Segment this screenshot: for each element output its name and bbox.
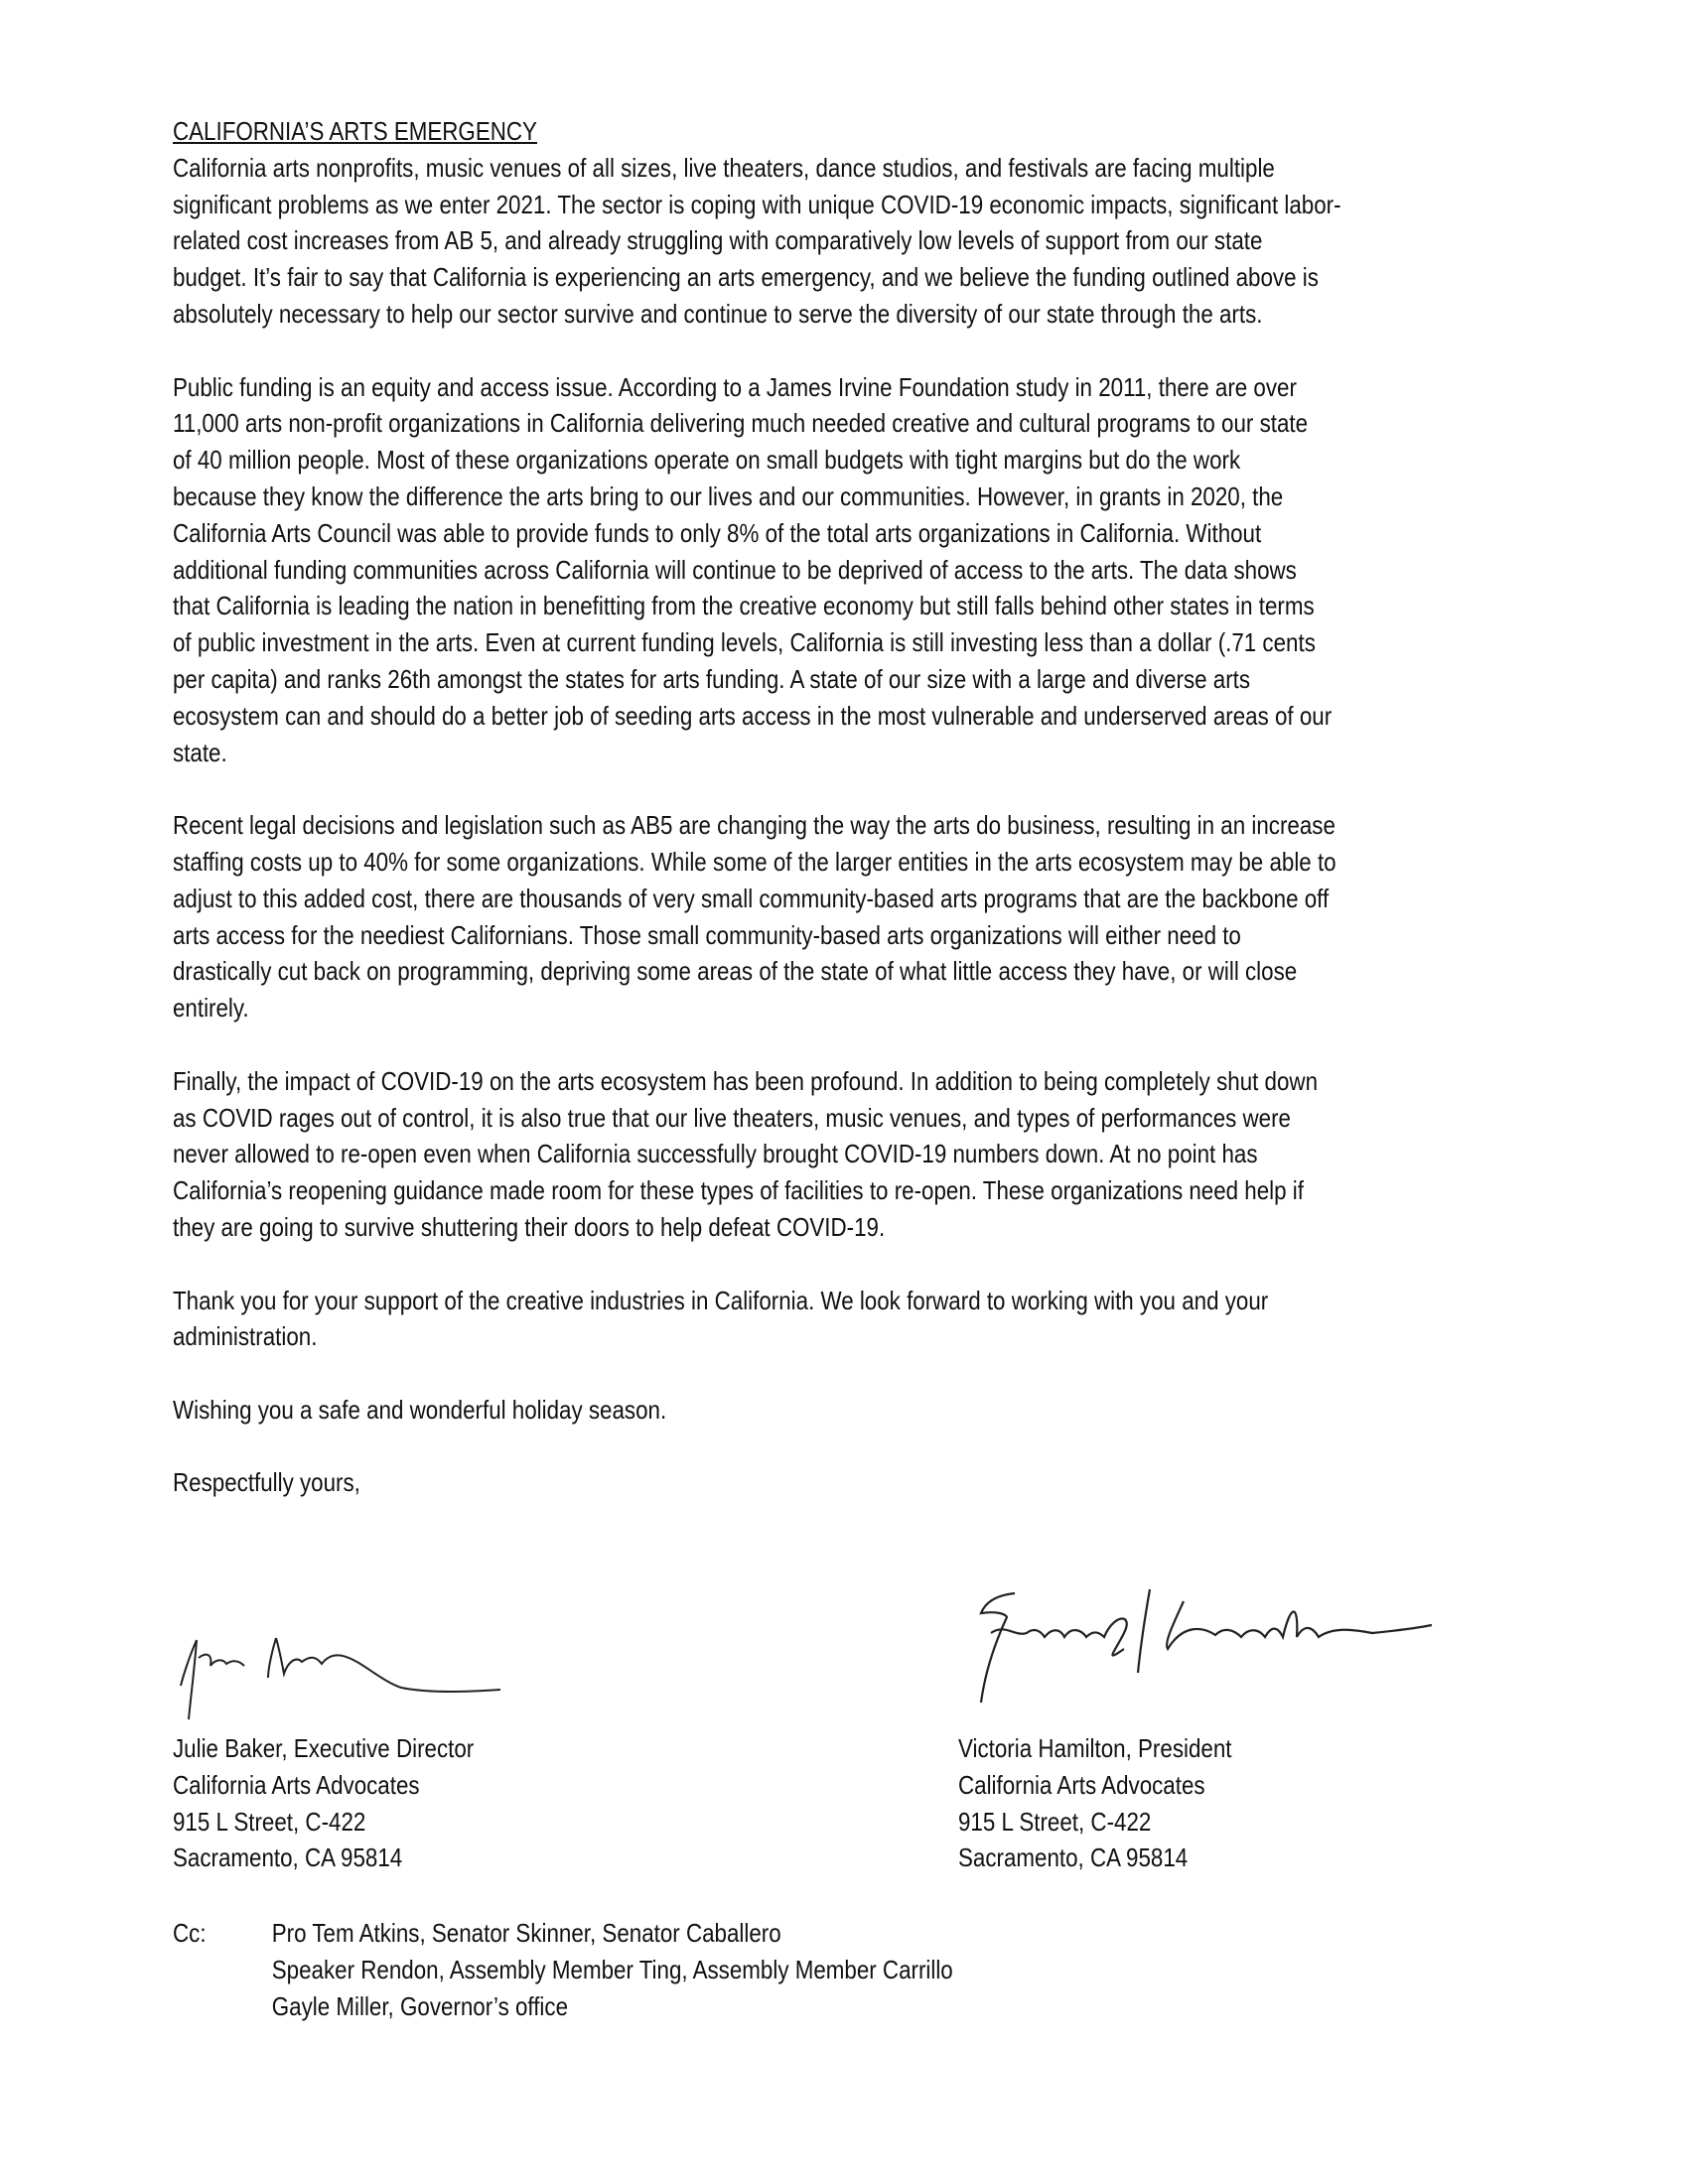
paragraph-gap: [173, 333, 1341, 369]
text-line: of 40 million people. Most of these organizations operate on small budgets with tight margins but do the work: [173, 445, 1241, 476]
signatory-street: 915 L Street, C-422: [173, 1806, 366, 1837]
text-line: additional funding communities across California will continue to be deprived of access to the arts. The data shows: [173, 554, 1297, 585]
text-line: as COVID rages out of control, it is also true that our live theaters, music venues, and types of performances were: [173, 1102, 1291, 1133]
text-line: adjust to this added cost, there are thousands of very small community-based arts programs that are the backbone off: [173, 883, 1330, 913]
signatory-city: Sacramento, CA 95814: [958, 1843, 1189, 1873]
paragraph-gap: [173, 770, 1341, 807]
signatory-name-title: Julie Baker, Executive Director: [173, 1733, 475, 1763]
cc-recipient-line: Pro Tem Atkins, Senator Skinner, Senator Caballero: [271, 1918, 781, 1948]
text-line: Recent legal decisions and legislation such as AB5 are changing the way the arts do business, resulting in an increase: [173, 810, 1336, 841]
signatory-name-title: Victoria Hamilton, President: [958, 1733, 1232, 1763]
letter-body: [173, 113, 1341, 1501]
text-line: ecosystem can and should do a better job of seeding arts access in the most vulnerable and underserved areas of our: [173, 700, 1333, 731]
paragraph-gap: [173, 1026, 1341, 1063]
signature-victoria-hamilton: [955, 1583, 1452, 1712]
text-line: staffing costs up to 40% for some organizations. While some of the larger entities in the arts ecosystem may be able to: [173, 846, 1336, 877]
text-line: Respectfully yours,: [173, 1467, 360, 1498]
text-line: Finally, the impact of COVID-19 on the arts ecosystem has been profound. In addition to being completely shut down: [173, 1065, 1319, 1096]
paragraph: [173, 1464, 1341, 1501]
paragraph-gap: [173, 1429, 1341, 1465]
text-line: 11,000 arts non-profit organizations in California delivering much needed creative and cultural programs to our state: [173, 408, 1309, 439]
text-line: Public funding is an equity and access issue. According to a James Irvine Foundation study in 2011, there are over: [173, 371, 1297, 402]
paragraph: [173, 1392, 1341, 1429]
signatory-block-julie-baker: [173, 1730, 474, 1876]
text-line: arts access for the neediest Californians. Those small community-based arts organizations will either need to: [173, 919, 1241, 950]
paragraph: [173, 1063, 1341, 1246]
text-line: California arts nonprofits, music venues of all sizes, live theaters, dance studios, and festivals are facing multiple: [173, 152, 1275, 183]
text-line: administration.: [173, 1321, 318, 1352]
text-line: of public investment in the arts. Even at current funding levels, California is still investing less than a dollar (.71 cents: [173, 627, 1316, 658]
paragraph: [173, 150, 1341, 333]
text-line: California’s reopening guidance made room for these types of facilities to re-open. These organizations need help if: [173, 1175, 1304, 1206]
text-line: state.: [173, 737, 227, 767]
cc-label: Cc:: [173, 1918, 207, 1948]
cc-block: [173, 1915, 953, 2024]
signatory-city: Sacramento, CA 95814: [173, 1843, 403, 1873]
signature-julie-baker: [173, 1608, 590, 1727]
text-line: entirely.: [173, 993, 249, 1024]
text-line: Wishing you a safe and wonderful holiday season.: [173, 1394, 667, 1425]
cc-recipient-line: Speaker Rendon, Assembly Member Ting, Assembly Member Carrillo: [271, 1954, 953, 1984]
text-line: they are going to survive shuttering their doors to help defeat COVID-19.: [173, 1211, 886, 1242]
text-line: Thank you for your support of the creative industries in California. We look forward to working with you and your: [173, 1285, 1269, 1315]
paragraph-gap: [173, 1246, 1341, 1283]
text-line: absolutely necessary to help our sector survive and continue to serve the diversity of our state through the arts.: [173, 298, 1263, 329]
cc-recipient-line: Gayle Miller, Governor’s office: [271, 1990, 569, 2021]
signatory-organization: California Arts Advocates: [958, 1769, 1205, 1800]
text-line: drastically cut back on programming, depriving some areas of the state of what little access they have, or will close: [173, 956, 1298, 987]
signatory-organization: California Arts Advocates: [173, 1769, 420, 1800]
signatory-street: 915 L Street, C-422: [958, 1806, 1152, 1837]
paragraph-gap: [173, 1355, 1341, 1392]
text-line: per capita) and ranks 26th amongst the states for arts funding. A state of our size with a large and diverse arts: [173, 663, 1251, 694]
paragraph: [173, 369, 1341, 771]
text-line: related cost increases from AB 5, and already struggling with comparatively low levels of support from our state: [173, 225, 1263, 256]
paragraph: [173, 807, 1341, 1026]
paragraph: [173, 1283, 1341, 1356]
text-line: California Arts Council was able to provide funds to only 8% of the total arts organizations in California. Without: [173, 517, 1262, 548]
text-line: that California is leading the nation in benefitting from the creative economy but still falls behind other states in terms: [173, 591, 1315, 621]
text-line: because they know the difference the arts bring to our lives and our communities. However, in grants in 2020, the: [173, 480, 1284, 511]
text-line: never allowed to re-open even when California successfully brought COVID-19 numbers down. At no point has: [173, 1139, 1258, 1169]
paragraphs: [173, 150, 1341, 1501]
section-heading: CALIFORNIA’S ARTS EMERGENCY: [173, 116, 537, 146]
text-line: significant problems as we enter 2021. The sector is coping with unique COVID-19 economic impacts, significant labor-: [173, 189, 1341, 219]
text-line: budget. It’s fair to say that California is experiencing an arts emergency, and we believe the funding outlined above is: [173, 262, 1319, 293]
signatory-block-victoria-hamilton: [958, 1730, 1231, 1876]
